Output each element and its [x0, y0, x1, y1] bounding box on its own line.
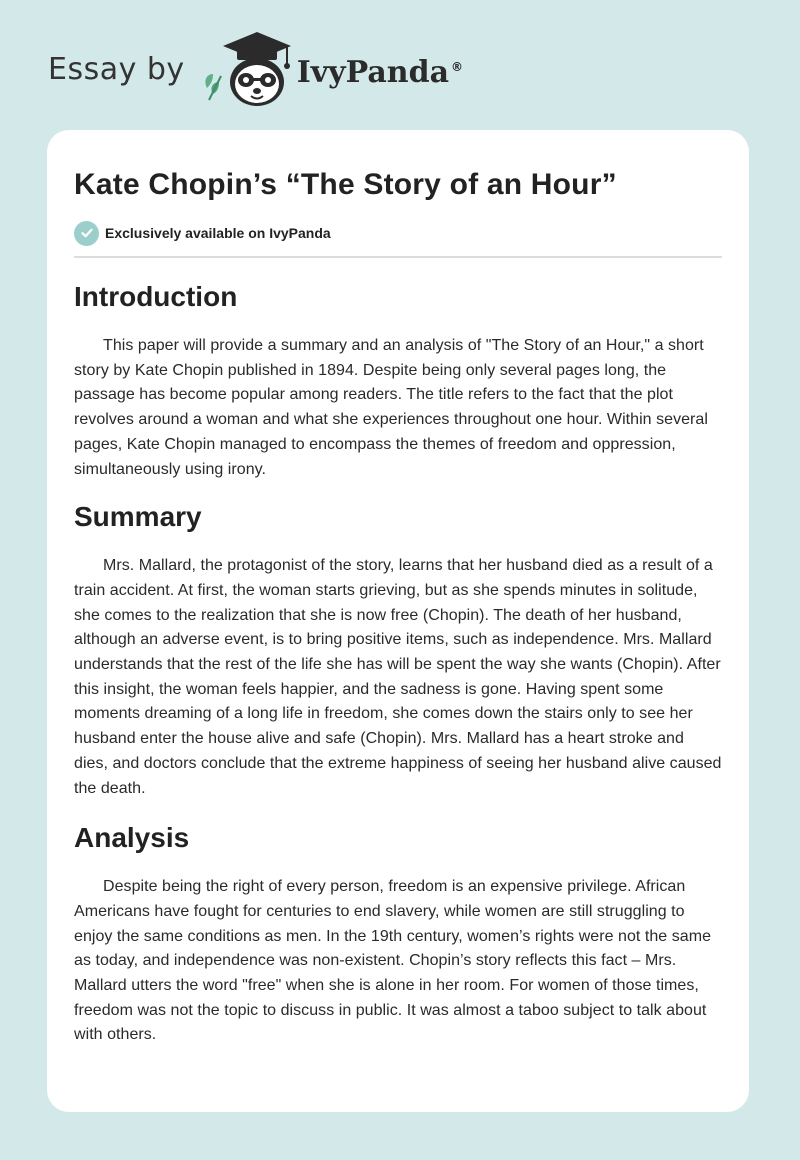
essay-card — [47, 130, 749, 1112]
section-paragraph: Despite being the right of every person, freedom is an expensive privilege. African Americans have fought for centuries to end slavery, while women are still struggling to enjoy the same conditions as men. In the 19th century, women’s rights were not the same as today, and independence was non-existent. Chopin’s story reflects this fact – Mrs. Mallard utters the word "free" when she is alone in her room. For women of those times, freedom was not the topic to discuss in public. It was almost a taboo subject to talk about with others. — [74, 878, 712, 1044]
registered-mark: ® — [451, 59, 464, 74]
brand-name — [297, 55, 463, 90]
page-title: Kate Chopin’s “The Story of an Hour” — [74, 168, 617, 201]
section-heading: Summary — [74, 501, 202, 533]
badge-text: Exclusively available on IvyPanda — [105, 225, 331, 241]
panda-logo-icon — [201, 30, 293, 110]
section-introduction — [74, 280, 722, 482]
title-divider — [74, 256, 722, 258]
section-analysis — [74, 821, 722, 1048]
brand-header — [48, 30, 463, 110]
brand-prefix: Essay by — [48, 51, 185, 87]
section-paragraph: Mrs. Mallard, the protagonist of the story, learns that her husband died as a result of a train accident. At first, the woman starts grieving, but as she spends minutes in solitude, she comes to the realization that she is now free (Chopin). The death of her husband, although an adverse event, is to bring positive items, such as independence. Mrs. Mallard understands that the rest of the life she has will be spent the way she wants (Chopin). After this insight, the woman feels happier, and the sadness is gone. Having spent some moments dreaming of a long life in freedom, she comes down the stairs only to see her husband enter the house alive and safe (Chopin). Mrs. Mallard has a heart stroke and dies, and doctors conclude that the extreme happiness of seeing her husband alive caused the death. — [74, 557, 722, 797]
section-paragraph: This paper will provide a summary and an analysis of "The Story of an Hour," a short story by Kate Chopin published in 1894. Despite being only several pages long, the passage has become popular among readers. The title refers to the fact that the plot revolves around a woman and what she experiences throughout one hour. Within several pages, Kate Chopin managed to encompass the themes of freedom and oppression, simultaneously using irony. — [74, 337, 708, 478]
brand-name-text: IvyPanda — [296, 54, 450, 90]
section-summary — [74, 500, 722, 801]
section-heading: Introduction — [74, 281, 238, 312]
exclusive-badge — [74, 220, 722, 246]
check-circle-icon — [74, 221, 99, 246]
section-heading: Analysis — [74, 822, 190, 854]
